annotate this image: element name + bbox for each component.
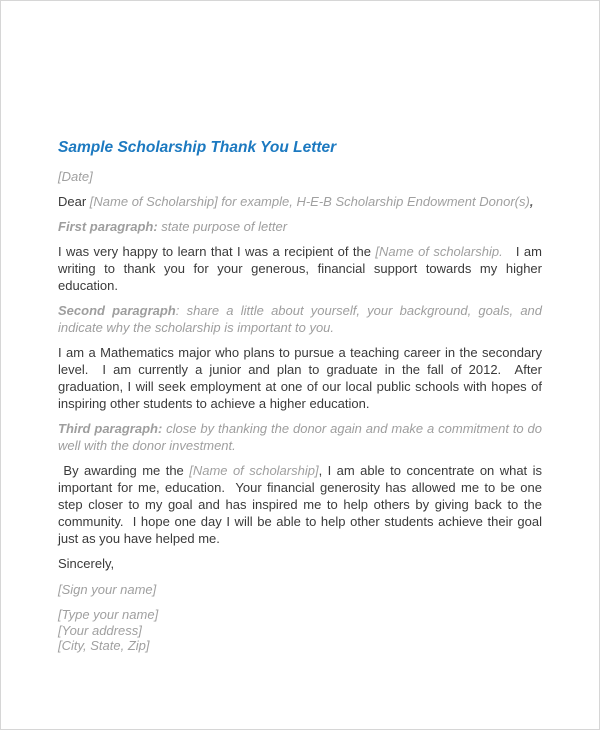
note-third-text: close by thanking the donor again and make a commitment to do well with the donor investment. (58, 421, 542, 453)
paragraph-1-pre: I was very happy to learn that I was a recipient of the (58, 244, 376, 259)
paragraph-1-placeholder: [Name of scholarship. (375, 244, 503, 259)
closing-line: Sincerely, (58, 556, 115, 571)
letter-title: Sample Scholarship Thank You Letter (58, 139, 337, 156)
salutation-placeholder: [Name of Scholarship] for example, H-E-B Scholarship Endowment Donor(s) (89, 194, 530, 209)
paragraph-3-pre: By awarding me the (58, 463, 190, 478)
date-placeholder: [Date] (58, 169, 93, 184)
salutation-line (58, 193, 542, 210)
sender-block (58, 607, 542, 654)
salutation-prefix: Dear (58, 194, 90, 209)
salutation-comma: , (529, 194, 534, 209)
note-second-text: : share a little about yourself, your background, goals, and indicate why the scholarship is important to you. (58, 303, 543, 335)
note-first-paragraph (58, 218, 542, 235)
note-third-label: Third paragraph: (58, 421, 163, 436)
note-third-paragraph (58, 420, 542, 454)
sender-address-placeholder: [Your address] (58, 622, 142, 638)
note-first-text: state purpose of letter (157, 219, 288, 234)
note-first-label: First paragraph: (58, 219, 158, 234)
paragraph-1-post: I am writing to thank you for your generous, financial support towards my higher education. (58, 244, 542, 293)
note-second-label: Second paragraph (58, 303, 176, 318)
note-second-paragraph (58, 302, 542, 336)
sender-city-state-zip-placeholder: [City, State, Zip] (58, 638, 150, 653)
sender-name-placeholder: [Type your name] (58, 607, 159, 622)
signature-placeholder: [Sign your name] (58, 582, 157, 597)
paragraph-3-post: , I am able to concentrate on what is important for me, education. Your financial generosity has allowed me to be one step closer to my goal and has inspired me to help others by giving back to the community. I hope one day I will be able to help other students achieve their goal just as you have helped me. (58, 463, 542, 546)
body-paragraph-2: I am a Mathematics major who plans to pursue a teaching career in the secondary level. I am currently a junior and plan to graduate in the fall of 2012. After graduation, I will seek employment at one of our local public schools with hopes of inspiring other students to achieve a higher education. (58, 345, 542, 411)
body-paragraph-1 (58, 243, 542, 294)
paragraph-3-placeholder: [Name of scholarship] (189, 463, 319, 478)
body-paragraph-3 (58, 462, 542, 547)
